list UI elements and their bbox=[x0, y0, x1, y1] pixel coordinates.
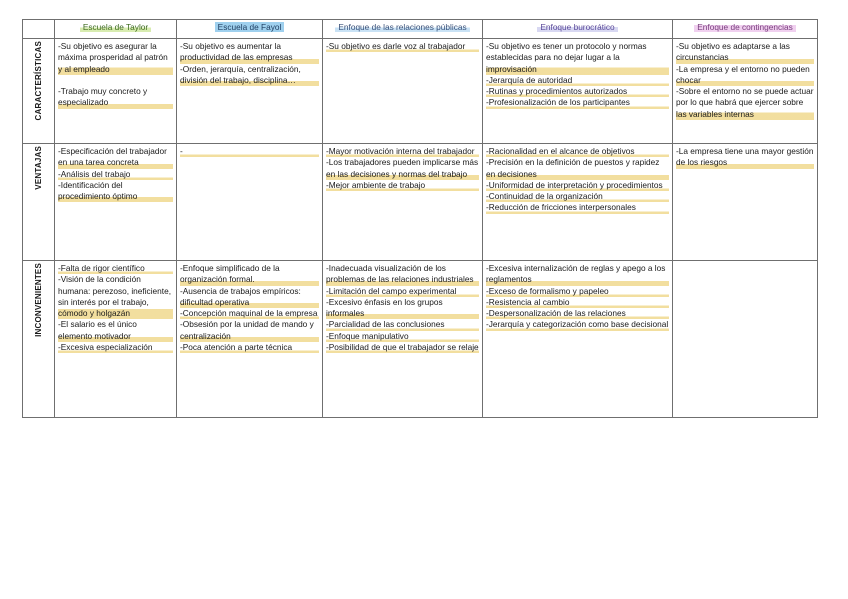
row-label-text: CARACTERÍSTICAS bbox=[33, 41, 43, 121]
cell-line: -Jerarquía de autoridad bbox=[486, 75, 669, 86]
cell-line: -Sobre el entorno no se puede actuar por lo que habrá que ejercer sobre las variables internas bbox=[676, 86, 814, 119]
cell-line: -Mayor motivación interna del trabajador bbox=[326, 146, 479, 157]
cell-line: -Excesiva internalización de reglas y apego a los reglamentos bbox=[486, 263, 669, 286]
cell-line: -Rutinas y procedimientos autorizados bbox=[486, 86, 669, 97]
cell-line: -Identificación del procedimiento óptimo bbox=[58, 180, 173, 203]
cell-line: -Mejor ambiente de trabajo bbox=[326, 180, 479, 191]
cell-ventajas-burocratico bbox=[483, 144, 673, 261]
cell-ventajas-relaciones bbox=[323, 144, 483, 261]
cell-line: -Obsesión por la unidad de mando y centralización bbox=[180, 319, 319, 342]
cell-line: -Su objetivo es tener un protocolo y normas establecidas para no dejar lugar a la improvisación bbox=[486, 41, 669, 75]
cell-line: -Jerarquía y categorización como base decisional bbox=[486, 319, 669, 330]
cell-line: -Orden, jerarquía, centralización, división del trabajo, disciplina… bbox=[180, 64, 319, 87]
cell-line: -Continuidad de la organización bbox=[486, 191, 669, 202]
cell-inconvenientes-contingencias bbox=[673, 261, 818, 418]
row-label-ventajas bbox=[23, 144, 55, 261]
cell-line: -Trabajo muy concreto y especializado bbox=[58, 86, 173, 109]
comparison-table bbox=[22, 19, 818, 418]
row-label-text: INCONVENIENTES bbox=[33, 263, 43, 337]
cell-line: -Falta de rigor científico bbox=[58, 263, 173, 274]
cell-ventajas-taylor bbox=[55, 144, 177, 261]
cell-line: -Uniformidad de interpretación y procedimientos bbox=[486, 180, 669, 191]
cell-line: -La empresa y el entorno no pueden chocar bbox=[676, 64, 814, 87]
column-header-burocratico: Enfoque burocrático bbox=[483, 20, 673, 39]
cell-caracteristicas-contingencias bbox=[673, 39, 818, 144]
cell-line: -Profesionalización de los participantes bbox=[486, 97, 669, 108]
cell-line: -Precisión en la definición de puestos y rapidez en decisiones bbox=[486, 157, 669, 180]
cell-line: -Exceso de formalismo y papeleo bbox=[486, 286, 669, 297]
table-row-ventajas bbox=[23, 144, 818, 261]
cell-caracteristicas-taylor bbox=[55, 39, 177, 144]
row-label-inconvenientes bbox=[23, 261, 55, 418]
cell-line: -Su objetivo es aumentar la productividad de las empresas bbox=[180, 41, 319, 64]
cell-line: -Su objetivo es adaptarse a las circunstancias bbox=[676, 41, 814, 64]
table-row-inconvenientes bbox=[23, 261, 818, 418]
cell-line: -Ausencia de trabajos empíricos: dificultad operativa bbox=[180, 286, 319, 309]
corner-cell bbox=[23, 20, 55, 39]
cell-ventajas-contingencias bbox=[673, 144, 818, 261]
cell-inconvenientes-relaciones bbox=[323, 261, 483, 418]
cell-line: -Enfoque simplificado de la organización formal. bbox=[180, 263, 319, 286]
cell-line bbox=[676, 263, 814, 274]
row-label-caracteristicas bbox=[23, 39, 55, 144]
cell-line: -Visión de la condición humana: perezoso, ineficiente, sin interés por el trabajo, cómodo y holgazán bbox=[58, 274, 172, 319]
cell-line: -Los trabajadores pueden implicarse más en las decisiones y normas del trabajo bbox=[326, 157, 479, 179]
column-header-fayol: Escuela de Fayol bbox=[177, 20, 323, 39]
cell-line: -Despersonalización de las relaciones bbox=[486, 308, 669, 319]
cell-line: -El salario es el único elemento motivador bbox=[58, 319, 173, 342]
cell-line: -Reducción de fricciones interpersonales bbox=[486, 202, 669, 213]
cell-line: - bbox=[180, 146, 319, 157]
cell-caracteristicas-burocratico bbox=[483, 39, 673, 144]
cell-caracteristicas-relaciones bbox=[323, 39, 483, 144]
cell-caracteristicas-fayol bbox=[177, 39, 323, 144]
cell-line: -Su objetivo es asegurar la máxima prosperidad al patrón y al empleado bbox=[58, 41, 173, 75]
cell-line: -Limitación del campo experimental bbox=[326, 286, 479, 297]
cell-line: -Análisis del trabajo bbox=[58, 169, 173, 180]
cell-line: -Especificación del trabajador en una tarea concreta bbox=[58, 146, 173, 169]
cell-inconvenientes-fayol bbox=[177, 261, 323, 418]
cell-line: -Enfoque manipulativo bbox=[326, 331, 479, 342]
cell-inconvenientes-burocratico bbox=[483, 261, 673, 418]
cell-line: -Parcialidad de las conclusiones bbox=[326, 319, 479, 330]
table-row-caracteristicas bbox=[23, 39, 818, 144]
cell-line: -Inadecuada visualización de los problemas de las relaciones industriales bbox=[326, 263, 479, 286]
row-label-text: VENTAJAS bbox=[33, 146, 43, 190]
cell-line bbox=[58, 75, 173, 86]
cell-line: -Concepción maquinal de la empresa bbox=[180, 308, 318, 319]
cell-line: -Posibilidad de que el trabajador se relaje bbox=[326, 342, 479, 353]
cell-line: -Excesiva especialización bbox=[58, 342, 173, 353]
cell-line: -Racionalidad en el alcance de objetivos bbox=[486, 146, 669, 157]
cell-ventajas-fayol bbox=[177, 144, 323, 261]
cell-line: -Poca atención a parte técnica bbox=[180, 342, 319, 353]
column-header-relaciones: Enfoque de las relaciones públicas bbox=[323, 20, 483, 39]
cell-line: -Resistencia al cambio bbox=[486, 297, 669, 308]
column-header-contingencias: Enfoque de contingencias bbox=[673, 20, 818, 39]
header-row bbox=[23, 20, 818, 39]
cell-line: -La empresa tiene una mayor gestión de los riesgos bbox=[676, 146, 814, 168]
cell-line: -Su objetivo es darle voz al trabajador bbox=[326, 41, 479, 52]
cell-line: -Excesivo énfasis en los grupos informales bbox=[326, 297, 479, 320]
column-header-taylor: Escuela de Taylor bbox=[55, 20, 177, 39]
cell-inconvenientes-taylor bbox=[55, 261, 177, 418]
